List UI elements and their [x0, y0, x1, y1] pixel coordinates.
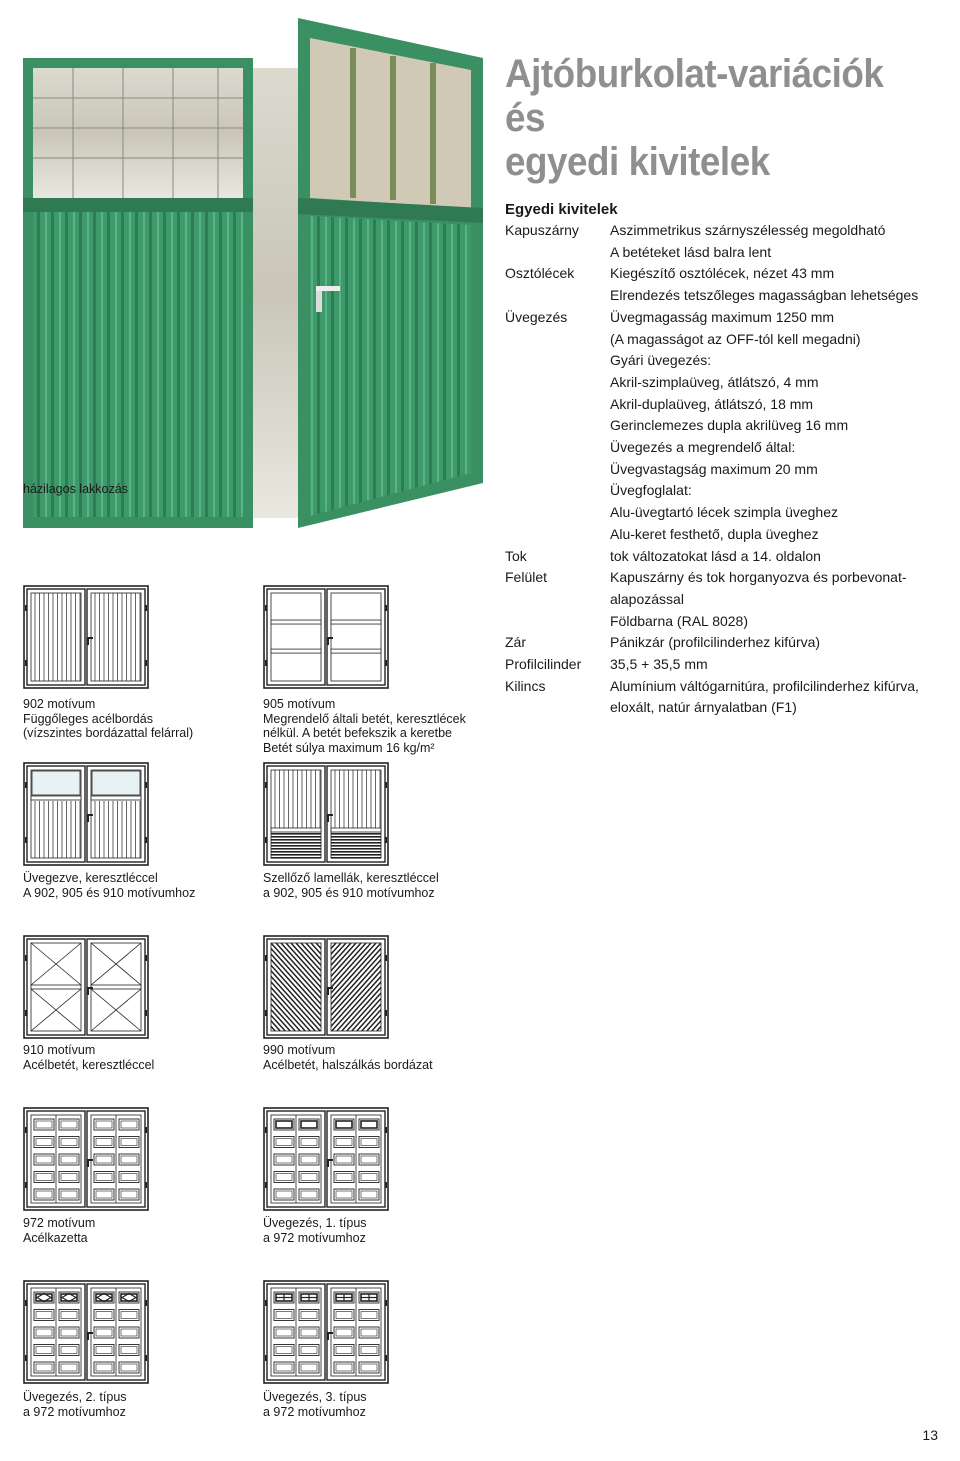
spec-value: Pánikzár (profilcilinderhez kifúrva)	[610, 634, 821, 651]
door-caption	[23, 697, 193, 741]
spec-value: Gerinclemezes dupla akrilüveg 16 mm	[610, 417, 849, 434]
spec-row	[505, 437, 955, 459]
spec-row	[505, 480, 955, 502]
spec-row	[505, 307, 955, 329]
spec-value: Gyári üvegezés:	[610, 352, 712, 369]
spec-key	[505, 502, 610, 524]
spec-key	[505, 437, 610, 459]
spec-key	[505, 285, 610, 307]
door-drawing	[23, 585, 149, 689]
spec-row	[505, 242, 955, 264]
door-caption	[263, 1216, 367, 1245]
spec-key: Felület	[505, 569, 548, 586]
door-drawing	[263, 762, 389, 866]
caption-line: Üvegezés, 1. típus	[263, 1216, 367, 1230]
spec-value: Üvegfoglalat:	[610, 482, 692, 499]
spec-value: (A magasságot az OFF-tól kell megadni)	[610, 330, 861, 347]
caption-line: a 972 motívumhoz	[23, 1404, 126, 1419]
caption-line: a 902, 905 és 910 motívumhoz	[263, 885, 435, 900]
spec-value: Alu-keret festhető, dupla üveghez	[610, 525, 819, 542]
spec-key: Üvegezés	[505, 308, 568, 325]
spec-row	[505, 415, 955, 437]
caption-line: Betét súlya maximum 16 kg/m²	[263, 740, 435, 755]
title-line-1: Ajtóburkolat-variációk és	[505, 52, 884, 140]
specs-table	[505, 220, 955, 719]
spec-key	[505, 242, 610, 264]
spec-key: Osztólécek	[505, 265, 575, 282]
spec-value: 35,5 + 35,5 mm	[610, 656, 708, 673]
caption-line: 902 motívum	[23, 697, 96, 711]
spec-key: Zár	[505, 634, 526, 651]
spec-key	[505, 372, 610, 394]
door-caption	[263, 1043, 433, 1072]
spec-value: Üvegezés a megrendelő által:	[610, 439, 796, 456]
spec-value: alapozással	[610, 590, 684, 607]
door-drawing	[263, 935, 389, 1039]
caption-line: Megrendelő általi betét, keresztlécek	[263, 711, 466, 726]
spec-row	[505, 567, 955, 589]
spec-key	[505, 611, 610, 633]
spec-key: Kapuszárny	[505, 222, 579, 238]
spec-key	[505, 589, 610, 611]
caption-line: 990 motívum	[263, 1043, 336, 1057]
spec-row	[505, 350, 955, 372]
page-number: 13	[922, 1427, 938, 1443]
caption-line: Üvegezés, 3. típus	[263, 1390, 367, 1404]
spec-row	[505, 589, 955, 611]
caption-line: Acélkazetta	[23, 1230, 88, 1245]
spec-row	[505, 372, 955, 394]
spec-value: Kiegészítő osztólécek, nézet 43 mm	[610, 265, 835, 282]
title-line-2: egyedi kivitelek	[505, 140, 770, 184]
caption-line: 905 motívum	[263, 697, 336, 711]
caption-line: a 972 motívumhoz	[263, 1404, 366, 1419]
spec-row	[505, 546, 955, 568]
spec-value: tok változatokat lásd a 14. oldalon	[610, 547, 821, 564]
spec-value: eloxált, natúr árnyalatban (F1)	[610, 699, 797, 716]
spec-row	[505, 263, 955, 285]
door-caption	[23, 1216, 95, 1245]
spec-value: Kapuszárny és tok horganyozva és porbevonat-	[610, 569, 907, 586]
spec-row	[505, 611, 955, 633]
caption-line: (vízszintes bordázattal felárral)	[23, 726, 194, 740]
spec-key	[505, 329, 610, 351]
spec-row	[505, 329, 955, 351]
spec-value: Aszimmetrikus szárnyszélesség megoldható	[610, 222, 886, 238]
caption-line: nélkül. A betét befekszik a keretbe	[263, 726, 453, 740]
spec-key: Tok	[505, 547, 527, 564]
spec-key	[505, 459, 610, 481]
spec-row	[505, 676, 955, 698]
door-drawing	[263, 1107, 389, 1211]
spec-key: Profilcilinder	[505, 656, 582, 673]
spec-value: Üvegvastagság maximum 20 mm	[610, 460, 818, 477]
spec-key	[505, 394, 610, 416]
photo-caption: házilagos lakkozás	[23, 482, 128, 496]
door-caption	[23, 1043, 154, 1072]
caption-line: Acélbetét, keresztléccel	[23, 1057, 155, 1072]
spec-key	[505, 524, 610, 546]
spec-value: Elrendezés tetszőleges magasságban lehetséges	[610, 287, 919, 304]
spec-key	[505, 480, 610, 502]
caption-line: Szellőző lamellák, keresztléccel	[263, 871, 439, 885]
door-drawing	[263, 1280, 389, 1384]
door-caption	[23, 871, 195, 900]
caption-line: Üvegezve, keresztléccel	[23, 871, 158, 885]
door-caption	[263, 697, 466, 755]
spec-row	[505, 502, 955, 524]
spec-value: Akril-szimplaüveg, átlátszó, 4 mm	[610, 373, 819, 390]
spec-value: Akril-duplaüveg, átlátszó, 18 mm	[610, 395, 814, 412]
spec-row	[505, 285, 955, 307]
spec-key	[505, 697, 610, 719]
spec-key: Kilincs	[505, 677, 546, 694]
door-drawing	[23, 1280, 149, 1384]
spec-key	[505, 350, 610, 372]
caption-line: Acélbetét, halszálkás bordázat	[263, 1057, 433, 1072]
spec-value: Alumínium váltógarnitúra, profilcilinderhez kifúrva,	[610, 677, 919, 694]
spec-value: Földbarna (RAL 8028)	[610, 612, 749, 629]
door-drawing	[263, 585, 389, 689]
door-photo	[23, 18, 485, 531]
page-title	[505, 52, 924, 184]
spec-value: Alu-üvegtartó lécek szimpla üveghez	[610, 504, 839, 521]
spec-row	[505, 394, 955, 416]
spec-value: Üvegmagasság maximum 1250 mm	[610, 308, 835, 325]
caption-line: Üvegezés, 2. típus	[23, 1390, 127, 1404]
door-drawing	[23, 1107, 149, 1211]
door-drawing	[23, 762, 149, 866]
door-caption	[23, 1390, 127, 1419]
spec-value: A betéteket lásd balra lent	[610, 243, 772, 260]
caption-line: Függőleges acélbordás	[23, 711, 153, 726]
spec-row	[505, 524, 955, 546]
caption-line: 910 motívum	[23, 1043, 96, 1057]
spec-row	[505, 697, 955, 719]
door-caption	[263, 871, 439, 900]
caption-line: A 902, 905 és 910 motívumhoz	[23, 885, 196, 900]
door-drawing	[23, 935, 149, 1039]
spec-row	[505, 459, 955, 481]
spec-key	[505, 415, 610, 437]
caption-line: a 972 motívumhoz	[263, 1230, 366, 1245]
door-caption	[263, 1390, 367, 1419]
spec-row	[505, 632, 955, 654]
spec-row	[505, 654, 955, 676]
spec-row	[505, 220, 955, 242]
caption-line: 972 motívum	[23, 1216, 96, 1230]
specs-heading: Egyedi kivitelek	[505, 201, 618, 218]
